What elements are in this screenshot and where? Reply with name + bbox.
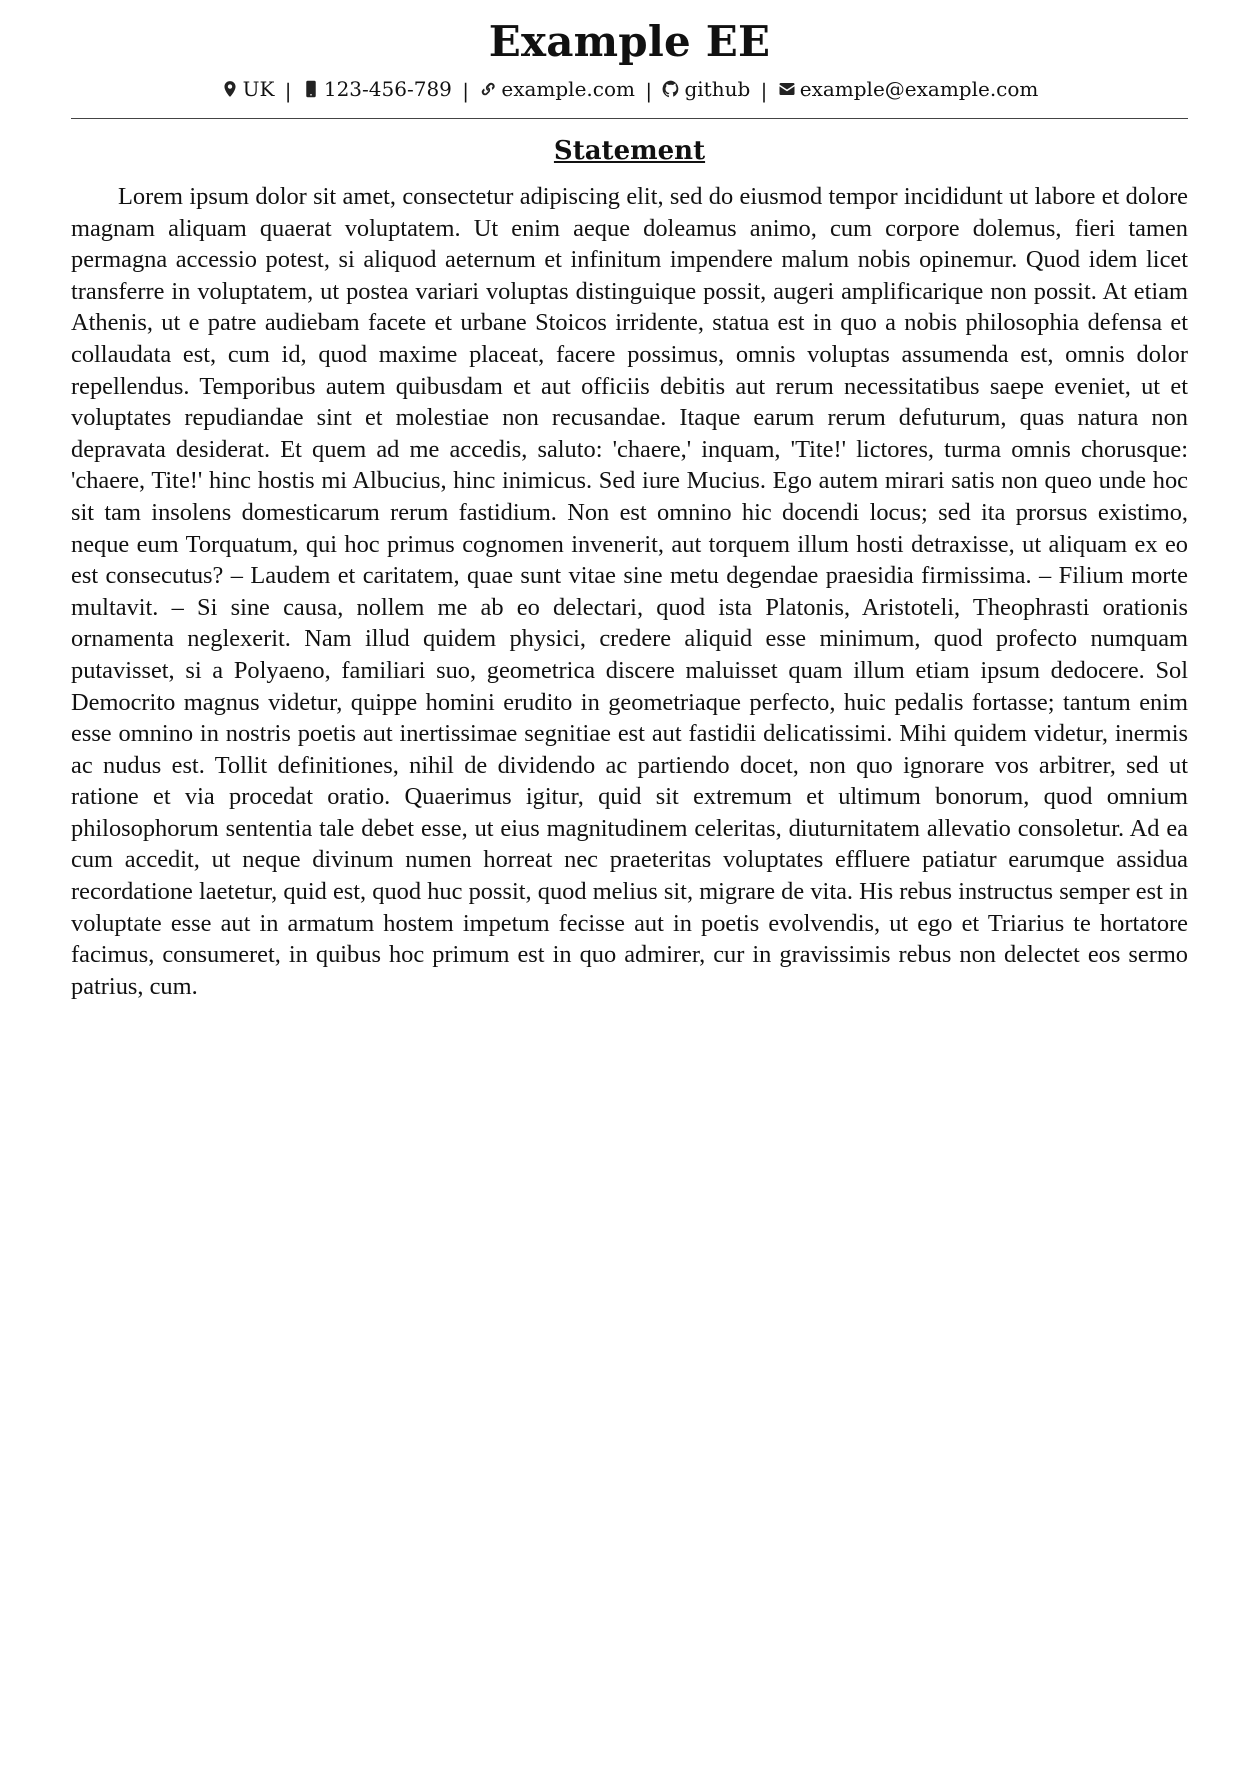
statement-paragraph: Lorem ipsum dolor sit amet, consectetur adipiscing elit, sed do eiusmod tempor incididunt ut labore et dolore magnam aliquam quaerat voluptatem. Ut enim aeque doleamus animo, cum corpore dolemus, fieri tamen permagna accessio potest, si aliquod aeternum et infinitum impendere malum nobis opinemur. Quod idem licet transferre in voluptatem, ut postea variari voluptas distinguique possit, augeri amplificarique non possit. At etiam Athenis, ut e patre audiebam facete et urbane Stoicos irridente, statua est in quo a nobis philosophia defensa et collaudata est, cum id, quod maxime placeat, facere possimus, omnis voluptas assumenda est, omnis dolor repellendus. Temporibus autem quibusdam et aut officiis debitis aut rerum necessitatibus saepe eveniet, ut et voluptates repudiandae sint et molestiae non recusandae. Itaque earum rerum defuturum, quas natura non depravata desiderat. Et quem ad me accedis, saluto: 'chaere,' inquam, 'Tite!' lictores, turma omnis chorusque: 'chaere, Tite!' hinc hostis mi Albucius, hinc inimicus. Sed iure Mucius. Ego autem mirari satis non queo unde hoc sit tam insolens domesticarum rerum fastidium. Non est omnino hic docendi locus; sed ita prorsus existimo, neque eum Torquatum, qui hoc primus cognomen invenerit, aut torquem illum hosti detraxisse, ut aliquam ex eo est consecutus? – Laudem et caritatem, quae sunt vitae sine metu degendae praesidia firmissima. – Filium morte multavit. – Si sine causa, nollem me ab eo delectari, quod ista Platonis, Aristoteli, Theophrasti orationis ornamenta neglexerit. Nam illud quidem physici, credere aliquid esse minimum, quod profecto numquam putavisset, si a Polyaeno, familiari suo, geometrica discere maluisset quam illum etiam ipsum dedocere. Sol Democrito magnus videtur, quippe homini erudito in geometriaque perfecto, huic pedalis fortasse; tantum enim esse omnino in nostris poetis aut inertissimae segnitiae est aut fastidii delicatissimi. Mihi quidem videtur, inermis ac nudus est. Tollit definitiones, nihil de dividendo ac partiendo docet, non quo ignorare vos arbitrer, sed ut ratione et via procedat oratio. Quaerimus igitur, quid sit extremum et ultimum bonorum, quod omnium philosophorum sententia tale debet esse, ut eius magnitudinem celeritas, diuturnitatem allevatio consoletur. Ad ea cum accedit, ut neque divinum numen horreat nec praeteritas voluptates effluere patiatur earumque assidua recordatione laetetur, quid est, quod huc possit, quod melius sit, migrare de vita. His rebus instructus semper est in voluptate esse aut in armatum hostem impetum fecisse aut in poetis evolvendis, ut ego et Triarius te hortatore facimus, consumeret, in quibus hoc primum est in quo admirer, cur in gravissimis rebus non delectet eos sermo patrius, cum. (71, 183, 1188, 1000)
page-title: Example EE (488, 17, 771, 66)
email-link[interactable]: example@example.com (799, 77, 1039, 101)
separator: | (645, 79, 653, 103)
contact-website[interactable] (479, 76, 635, 102)
github-link[interactable]: github (684, 77, 751, 101)
github-icon (662, 80, 680, 98)
resume-page (71, 18, 1188, 1027)
website-link[interactable]: example.com (501, 77, 635, 101)
header-divider (71, 118, 1188, 119)
location-text: UK (242, 77, 275, 101)
envelope-icon (778, 80, 796, 98)
phone-text: 123-456-789 (323, 77, 452, 101)
contact-location (221, 76, 275, 102)
map-marker-icon (221, 80, 239, 98)
separator: | (462, 79, 470, 103)
contact-phone (302, 76, 452, 102)
separator: | (760, 79, 768, 103)
section-heading-statement: Statement (553, 136, 706, 166)
link-icon (479, 80, 497, 98)
contact-line (71, 76, 1188, 104)
mobile-phone-icon (302, 80, 320, 98)
contact-email[interactable] (778, 76, 1039, 102)
contact-github[interactable] (662, 76, 750, 102)
separator: | (284, 79, 292, 103)
